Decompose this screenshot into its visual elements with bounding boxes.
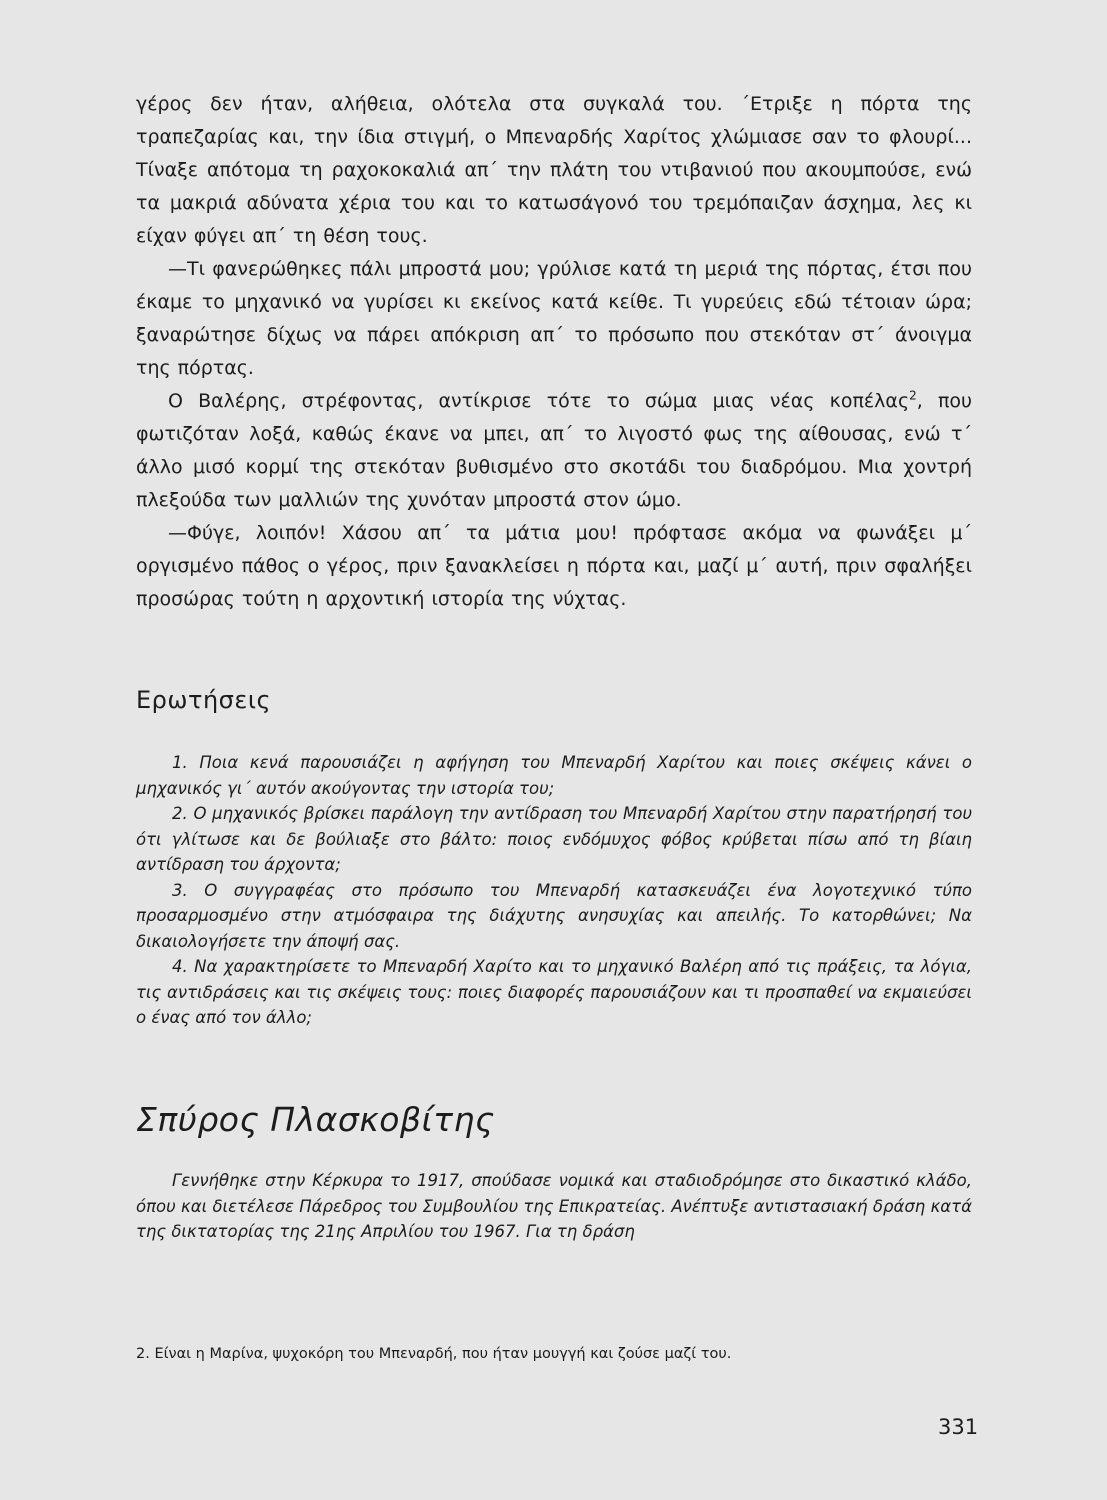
paragraph-1: γέρος δεν ήταν, αλήθεια, ολότελα στα συγκαλά του. ΄Ετριξε η πόρτα της τραπεζαρίας και, την ίδια στιγμή, ο Μπεναρδής Χαρίτος χλώμιασε σαν το φλουρί... Τίναξε απότομα τη ραχοκοκαλιά απ΄ την πλάτη του ντιβανιού που ακουμπούσε, ενώ τα μακριά αδύνατα χέρια του και το κατωσάγονό του τρεμόπαιζαν άσχημα, λες κι είχαν φύγει απ΄ τη θέση τους.	[136, 93, 972, 247]
paragraph-4: —Φύγε, λοιπόν! Χάσου απ΄ τα μάτια μου! πρόφτασε ακόμα να φωνάξει μ΄ οργισμένο πάθος ο γέρος, πριν ξανακλείσει η πόρτα και, μαζί μ΄ αυτή, πριν σφαλήξει προσώρας τούτη η αρχοντική ιστορία της νύχτας.	[136, 522, 972, 610]
question-item-1: 1. Ποια κενά παρουσιάζει η αφήγηση του Μπεναρδή Χαρίτου και ποιες σκέψεις κάνει ο μηχανικός γι΄ αυτόν ακούγοντας την ιστορία του;	[136, 753, 972, 798]
paragraph-2: —Τι φανερώθηκες πάλι μπροστά μου; γρύλισε κατά τη μεριά της πόρτας, έτσι που έκαμε το μηχανικό να γυρίσει κι εκείνος κατά κείθε. Τι γυρεύεις εδώ τέτοιαν ώρα; ξαναρώτησε δίχως να πάρει απόκριση απ΄ το πρόσωπο που στεκόταν στ΄ άνοιγμα της πόρτας.	[136, 258, 972, 379]
questions-heading: Ερωτήσεις	[136, 686, 272, 714]
question-item-2: 2. Ο μηχανικός βρίσκει παράλογη την αντίδραση του Μπεναρδή Χαρίτου στην παρατήρησή του ότι γλίτωσε και δε βούλιαξε στο βάλτο: ποιος ενδόμυχος φόβος κρύβεται πίσω από τη βίαιη αντίδραση του άρχοντα;	[136, 804, 972, 874]
story-text	[136, 88, 972, 616]
author-name: Σπύρος Πλασκοβίτης	[136, 1100, 495, 1139]
questions-list	[136, 750, 972, 1031]
footnote-marker: 2	[909, 388, 917, 403]
question-item-3: 3. Ο συγγραφέας στο πρόσωπο του Μπεναρδή κατασκευάζει ένα λογοτεχνικό τύπο προσαρμοσμένο στην ατμόσφαιρα της διάχυτης ανησυχίας και απειλής. Το κατορθώνει; Να δικαιολογήσετε την άποψή σας.	[136, 880, 972, 951]
paragraph-3	[136, 385, 972, 517]
footnote: 2. Είναι η Μαρίνα, ψυχοκόρη του Μπεναρδή, που ήταν μουγγή και ζούσε μαζί του.	[136, 1346, 732, 1362]
paragraph-3-rest: , που φωτιζόταν λοξά, καθώς έκανε να μπει, απ΄ το λιγοστό φως της αίθουσας, ενώ τ΄ άλλο μισό κορμί της στεκόταν βυθισμένο στο σκοτάδι του διαδρόμου. Μια χοντρή πλεξούδα των μαλλιών της χυνόταν μπροστά στον ώμο.	[136, 390, 973, 511]
author-bio-block	[136, 1168, 972, 1245]
author-bio: Γεννήθηκε στην Κέρκυρα το 1917, σπούδασε νομικά και σταδιοδρόμησε στο δικαστικό κλάδο, όπου και διετέλεσε Πάρεδρος του Συμβουλίου της Επικρατείας. Ανέπτυξε αντιστασιακή δράση κατά της δικτατορίας της 21ης Απριλίου του 1967. Για τη δράση	[136, 1171, 972, 1241]
question-item-4: 4. Να χαρακτηρίσετε το Μπεναρδή Χαρίτο και το μηχανικό Βαλέρη από τις πράξεις, τα λόγια, τις αντιδράσεις και τις σκέψεις τους: ποιες διαφορές παρουσιάζουν και τι προσπαθεί να εκμαιεύσει ο ένας από τον άλλο;	[136, 957, 972, 1027]
paragraph-3-text: Ο Βαλέρης, στρέφοντας, αντίκρισε τότε το σώμα μιας νέας κοπέλας	[168, 390, 910, 412]
page-number: 331	[938, 1415, 979, 1439]
